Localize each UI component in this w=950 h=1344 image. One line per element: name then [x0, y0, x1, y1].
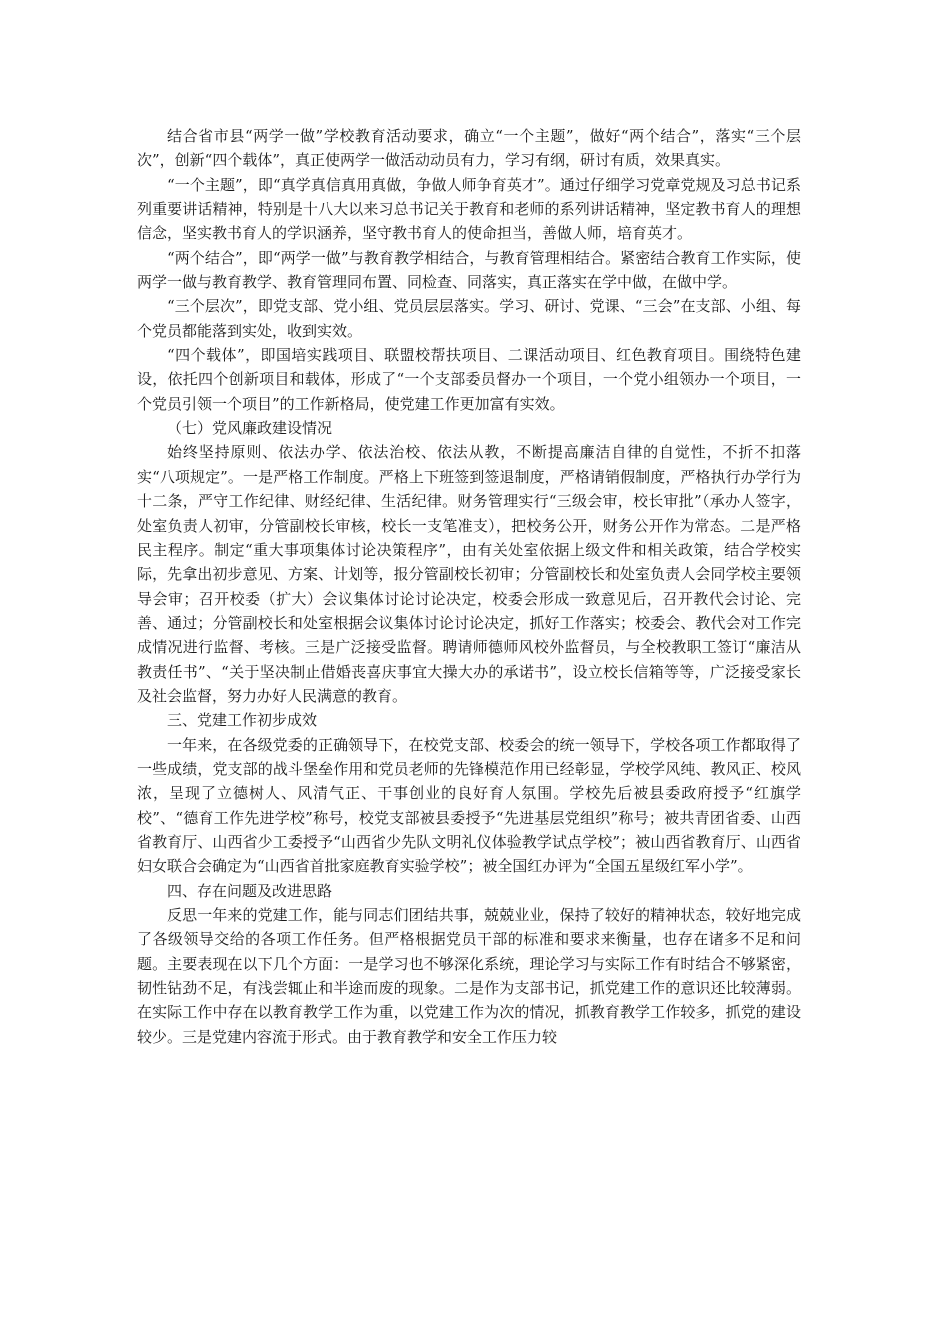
section-heading-integrity: （七）党风廉政建设情况 — [167, 419, 333, 438]
section-heading-achievements: 三、党建工作初步成效 — [167, 711, 318, 730]
paragraph-one-theme: “一个主题”，即“真学真信真用真做，争做人师争育英才”。通过仔细学习党章党规及习总书记系列重要讲话精神，特别是十八大以来习总书记关于教育和老师的系列讲话精神，坚定教书育人的理想信念，坚实教书育人的学识涵养，坚守教书育人的使命担当，善做人师，培育英才。 — [137, 175, 801, 243]
paragraph-three-levels: “三个层次”，即党支部、党小组、党员层层落实。学习、研讨、党课、“三会”在支部、小组、每个党员都能落到实处，收到实效。 — [137, 297, 801, 340]
paragraph-integrity: 始终坚持原则、依法办学、依法治校、依法从教，不断提高廉洁自律的自觉性，不折不扣落实“八项规定”。一是严格工作制度。严格上下班签到签退制度，严格请销假制度，严格执行办学行为十二条，严守工作纪律、财经纪律、生活纪律。财务管理实行“三级会审，校长审批”（承办人签字，处室负责人初审，分管副校长审核，校长一支笔准支），把校务公开，财务公开作为常态。二是严格民主程序。制定“重大事项集体讨论决策程序”，由有关处室依据上级文件和相关政策，结合学校实际，先拿出初步意见、方案、计划等，报分管副校长初审；分管副校长和处室负责人会同学校主要领导会审；召开校委（扩大）会议集体讨论讨论决定，校委会形成一致意见后，召开教代会讨论、完善、通过；分管副校长和处室根据会议集体讨论讨论决定，抓好工作落实；校委会、教代会对工作完成情况进行监督、考核。三是广泛接受监督。聘请师德师风校外监督员，与全校教职工签订“廉洁从教责任书”、“关于坚决制止借婚丧喜庆事宜大操大办的承诺书”，设立校长信箱等等，广泛接受家长及社会监督，努力办好人民满意的教育。 — [137, 443, 801, 705]
paragraph-two-combinations: “两个结合”，即“两学一做”与教育教学相结合，与教育管理相结合。紧密结合教育工作实际，使两学一做与教育教学、教育管理同布置、同检查、同落实，真正落实在学中做，在做中学。 — [137, 248, 801, 292]
paragraph-intro: 结合省市县“两学一做”学校教育活动要求，确立“一个主题”，做好“两个结合”，落实“三个层次”，创新“四个载体”，真正使两学一做活动动员有力，学习有纲，研讨有质，效果真实。 — [137, 127, 801, 170]
section-heading-problems: 四、存在问题及改进思路 — [167, 881, 333, 900]
document-body — [137, 124, 801, 1049]
paragraph-four-carriers: “四个载体”，即国培实践项目、联盟校帮扶项目、二课活动项目、红色教育项目。围绕特色建设，依托四个创新项目和载体，形成了“一个支部委员督办一个项目，一个党小组领办一个项目，一个党员引领一个项目”的工作新格局，使党建工作更加富有实效。 — [137, 346, 801, 413]
paragraph-problems: 反思一年来的党建工作，能与同志们团结共事，兢兢业业，保持了较好的精神状态，较好地完成了各级领导交给的各项工作任务。但严格根据党员干部的标准和要求来衡量，也存在诸多不足和问题。主要表现在以下几个方面：一是学习也不够深化系统，理论学习与实际工作有时结合不够紧密，韧性钻劲不足，有浅尝辄止和半途而废的现象。二是作为支部书记，抓党建工作的意识还比较薄弱。在实际工作中存在以教育教学工作为重，以党建工作为次的情况，抓教育教学工作较多，抓党的建设较少。三是党建内容流于形式。由于教育教学和安全工作压力较 — [137, 906, 801, 1046]
paragraph-achievements: 一年来，在各级党委的正确领导下，在校党支部、校委会的统一领导下，学校各项工作都取得了一些成绩，党支部的战斗堡垒作用和党员老师的先锋模范作用已经彰显，学校学风纯、教风正、校风浓，呈现了立德树人、风清气正、干事创业的良好育人氛围。学校先后被县委政府授予“红旗学校”、“德育工作先进学校”称号，校党支部被县委授予“先进基层党组织”称号；被共青团省委、山西省教育厅、山西省少工委授予“山西省少先队文明礼仪体验教学试点学校”；被山西省教育厅、山西省妇女联合会确定为“山西省首批家庭教育实验学校”；被全国红办评为“全国五星级红军小学”。 — [137, 735, 801, 876]
